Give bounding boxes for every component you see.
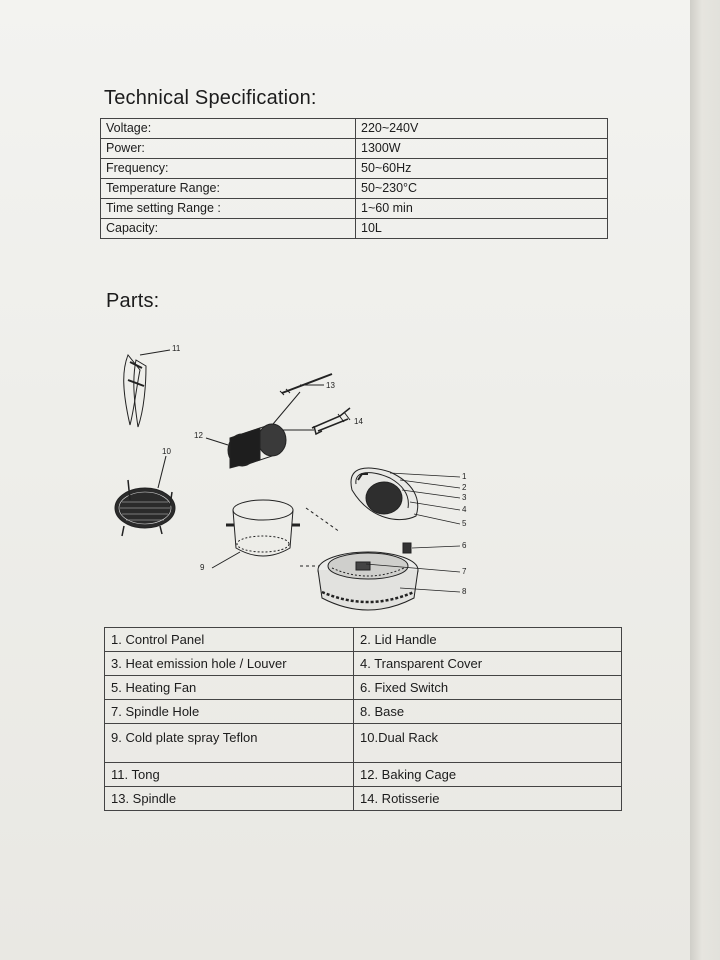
part-item: 4. Transparent Cover	[354, 652, 622, 676]
parts-heading: Parts:	[106, 290, 160, 312]
callout-line	[158, 456, 166, 488]
spec-label: Capacity:	[101, 219, 356, 239]
spec-value: 1300W	[356, 139, 608, 159]
part-item: 6. Fixed Switch	[354, 676, 622, 700]
callout-number: 8	[462, 587, 467, 596]
callout-number: 14	[354, 417, 363, 426]
spec-value: 50~230°C	[356, 179, 608, 199]
adjacent-page-edge	[690, 0, 720, 960]
part-item: 11. Tong	[105, 763, 354, 787]
callout-number: 11	[172, 344, 181, 353]
spec-value: 220~240V	[356, 119, 608, 139]
spec-row	[101, 219, 608, 239]
part-item: 2. Lid Handle	[354, 628, 622, 652]
spec-row	[101, 119, 608, 139]
rotisserie-illustration	[312, 408, 350, 434]
part-item: 12. Baking Cage	[354, 763, 622, 787]
parts-row	[105, 628, 622, 652]
spec-row	[101, 159, 608, 179]
part-item: 9. Cold plate spray Teflon	[105, 724, 354, 763]
callout-number: 12	[194, 431, 203, 440]
part-item: 1. Control Panel	[105, 628, 354, 652]
callout-number: 3	[462, 493, 467, 502]
callout-number: 9	[200, 563, 205, 572]
spec-value: 1~60 min	[356, 199, 608, 219]
baking-cage-illustration	[228, 424, 286, 468]
spec-row	[101, 179, 608, 199]
tong-illustration	[124, 355, 146, 427]
part-item: 10.Dual Rack	[354, 724, 622, 763]
part-item: 7. Spindle Hole	[105, 700, 354, 724]
parts-row	[105, 700, 622, 724]
spec-value: 10L	[356, 219, 608, 239]
spec-label: Frequency:	[101, 159, 356, 179]
part-item: 14. Rotisserie	[354, 787, 622, 811]
callout-number: 1	[462, 472, 467, 481]
part-item: 13. Spindle	[105, 787, 354, 811]
spec-value: 50~60Hz	[356, 159, 608, 179]
parts-table	[104, 627, 622, 811]
air-fryer-unit-illustration	[318, 468, 418, 610]
callout-number: 5	[462, 519, 467, 528]
callout-number: 4	[462, 505, 467, 514]
part-item: 5. Heating Fan	[105, 676, 354, 700]
callout-line	[206, 438, 228, 445]
part-item: 3. Heat emission hole / Louver	[105, 652, 354, 676]
callout-line	[140, 350, 170, 355]
callout-number: 2	[462, 483, 467, 492]
spec-heading: Technical Specification:	[104, 87, 317, 109]
spec-row	[101, 139, 608, 159]
spec-label: Power:	[101, 139, 356, 159]
callout-number: 6	[462, 541, 467, 550]
parts-row	[105, 724, 622, 763]
spec-label: Time setting Range :	[101, 199, 356, 219]
parts-row	[105, 676, 622, 700]
parts-row	[105, 787, 622, 811]
parts-diagram	[100, 330, 500, 620]
parts-row	[105, 763, 622, 787]
callout-number: 13	[326, 381, 335, 390]
callout-number: 7	[462, 567, 467, 576]
parts-row	[105, 652, 622, 676]
spec-table	[100, 118, 608, 239]
spec-label: Voltage:	[101, 119, 356, 139]
spec-label: Temperature Range:	[101, 179, 356, 199]
spec-row	[101, 199, 608, 219]
inner-pot-illustration	[226, 500, 300, 556]
callout-number: 10	[162, 447, 171, 456]
callout-line	[212, 552, 240, 568]
dual-rack-illustration	[115, 480, 175, 536]
part-item: 8. Base	[354, 700, 622, 724]
